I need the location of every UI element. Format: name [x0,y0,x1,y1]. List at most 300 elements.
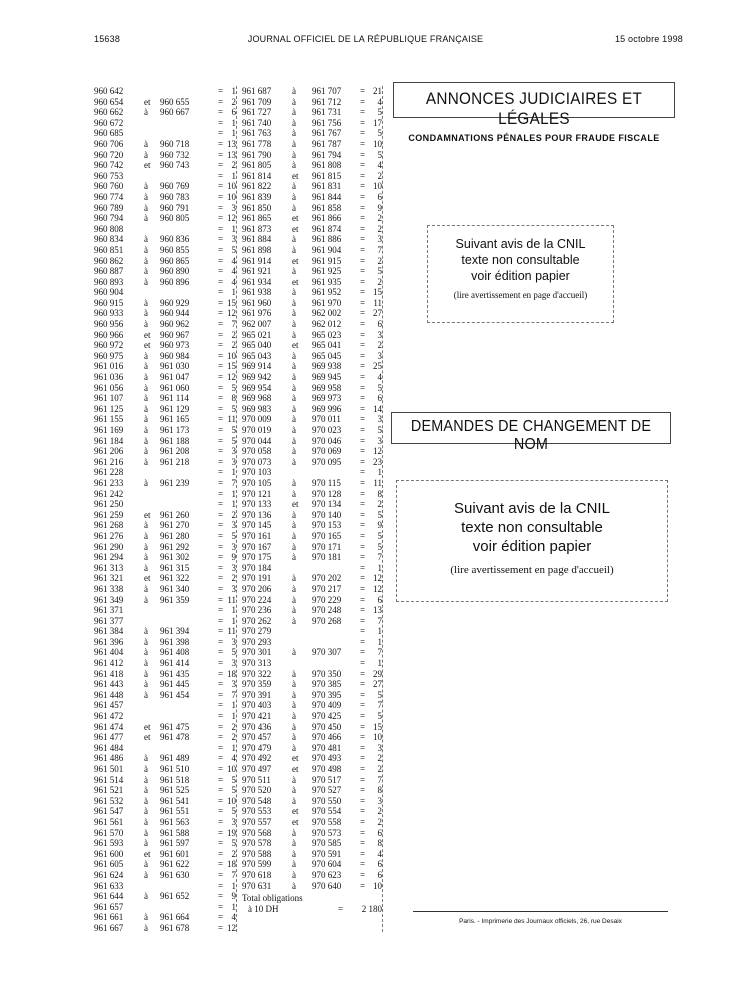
range-end: 961 952 [312,287,342,298]
range-conjunction: à [292,742,296,753]
range-row [242,563,382,574]
range-count: 7 [231,869,236,880]
range-end: 961 630 [160,869,190,880]
range-start: 961 687 [242,86,272,96]
equals-sign: = [218,912,224,923]
range-end: 960 855 [160,244,190,255]
range-start: 960 794 [94,213,124,224]
range-count: 8 [377,785,382,796]
range-row [94,308,236,319]
range-count: 4 [377,848,382,859]
equals-sign: = [360,467,366,478]
range-start: 960 685 [94,128,124,139]
range-count: 2 [231,509,236,520]
range-conjunction: à [292,191,296,202]
range-count: 2 [377,816,382,827]
total-label: Total obligations [242,893,303,904]
range-count: 7 [231,689,236,700]
equals-sign: = [218,170,224,181]
range-conjunction: et [292,255,299,266]
range-count: 5 [231,785,236,796]
range-row [94,690,236,701]
equals-sign: = [360,117,366,128]
range-count: 7 [377,615,382,626]
range-end: 960 984 [160,350,190,361]
range-conjunction: à [144,891,148,902]
equals-sign: = [360,573,366,584]
range-row [94,319,236,330]
range-start: 970 009 [242,414,272,425]
range-count: 1 [377,636,382,647]
range-start: 961 873 [242,223,272,234]
range-row [94,234,236,245]
total-obligations [242,893,382,915]
range-conjunction: à [292,594,296,605]
range-count: 3 [231,658,236,669]
range-start: 961 290 [94,541,124,552]
range-row [242,213,382,224]
range-conjunction: à [292,372,296,383]
range-end: 961 280 [160,530,190,541]
range-count: 5 [377,149,382,160]
range-end: 960 896 [160,276,190,287]
range-conjunction: et [144,160,151,171]
range-row [94,658,236,669]
equals-sign: = [360,149,366,160]
range-count: 3 [231,636,236,647]
range-start: 970 103 [242,467,272,478]
range-count: 25 [373,361,382,372]
range-end: 960 929 [160,297,190,308]
range-start: 961 839 [242,191,272,202]
range-row [94,923,236,934]
range-conjunction: à [144,562,148,573]
range-conjunction: et [292,340,299,351]
range-conjunction: à [292,573,296,584]
range-conjunction: à [144,372,148,383]
equals-sign: = [360,869,366,880]
range-end: 970 554 [312,806,342,817]
range-conjunction: à [292,520,296,531]
range-row [94,256,236,267]
range-start: 970 105 [242,477,272,488]
equals-sign: = [218,297,224,308]
range-count: 10 [227,764,236,774]
range-conjunction: à [292,859,296,870]
range-count: 3 [377,329,382,340]
equals-sign: = [360,223,366,234]
range-end: 970 550 [312,795,342,806]
equals-sign: = [218,181,224,192]
range-start: 961 884 [242,234,272,245]
equals-sign: = [218,244,224,255]
range-count: 5 [231,244,236,255]
range-row [242,107,382,118]
range-end: 961 767 [312,128,342,139]
range-conjunction: à [292,795,296,806]
range-count: 2 [377,223,382,234]
range-count: 9 [231,891,236,902]
equals-sign: = [218,117,224,128]
range-conjunction: à [292,297,296,308]
range-row [94,499,236,510]
range-row [242,552,382,563]
range-start: 970 631 [242,880,272,891]
range-conjunction: à [144,668,148,679]
range-start: 960 706 [94,138,124,149]
range-conjunction: à [292,350,296,361]
range-count: 12 [227,922,236,933]
range-end: 961 398 [160,636,190,647]
equals-sign: = [360,700,366,711]
equals-sign: = [360,552,366,563]
range-conjunction: à [292,711,296,722]
equals-sign: = [360,425,366,435]
equals-sign: = [218,128,224,139]
range-row [94,457,236,468]
range-count: 4 [231,753,236,764]
page-header [0,0,731,60]
range-end: 961 652 [160,891,190,902]
range-end: 969 945 [312,372,342,383]
range-end: 961 712 [312,96,342,107]
range-end: 961 173 [160,425,190,435]
range-count: 2 [231,340,236,351]
range-start: 961 914 [242,255,272,266]
range-start: 961 898 [242,244,272,255]
range-count: 1 [231,117,236,128]
range-conjunction: à [292,435,296,446]
range-end: 970 095 [312,456,342,467]
range-conjunction: à [144,679,148,690]
range-row [242,97,382,108]
range-end: 961 678 [160,922,190,933]
equals-sign: = [360,329,366,340]
range-row [94,912,236,923]
range-conjunction: à [292,509,296,520]
range-conjunction: à [292,689,296,700]
range-count: 3 [231,562,236,573]
range-start: 970 161 [242,530,272,541]
equals-sign: = [218,202,224,213]
equals-sign: = [360,605,366,616]
range-end: 970 585 [312,838,342,849]
range-count: 14 [373,403,382,414]
equals-sign: = [360,266,366,277]
range-count: 2 [377,753,382,764]
range-count: 7 [377,647,382,658]
range-count: 4 [377,372,382,383]
range-end: 961 756 [312,117,342,128]
range-end: 960 836 [160,234,190,245]
range-count: 6 [377,319,382,330]
range-count: 8 [377,838,382,849]
range-row [242,298,382,309]
equals-sign: = [218,562,224,573]
range-conjunction: à [144,541,148,552]
equals-sign: = [360,446,366,457]
annonces-title: ANNONCES JUDICIAIRES ET LÉGALES [425,89,643,128]
equals-sign: = [218,679,224,690]
range-start: 960 933 [94,308,124,319]
range-count: 4 [231,266,236,277]
range-start: 970 293 [242,636,272,647]
range-conjunction: et [292,753,299,764]
range-conjunction: à [144,774,148,785]
range-start: 961 633 [94,880,124,891]
range-start: 961 443 [94,679,124,690]
range-end: 961 322 [160,573,190,584]
range-start: 961 338 [94,583,124,594]
printer-imprint: Paris. - Imprimerie des Journaux officiels, 26, rue Desaix [459,918,622,925]
footer-rule [413,911,668,912]
range-count: 11 [373,297,382,308]
range-conjunction: à [144,785,148,796]
range-count: 1 [231,499,236,510]
range-end: 961 489 [160,753,190,764]
range-row [242,393,382,404]
range-row [94,245,236,256]
range-count: 5 [231,403,236,414]
range-start: 961 412 [94,658,124,669]
range-conjunction: à [292,128,296,139]
equals-sign: = [360,785,366,796]
journal-title: JOURNAL OFFICIEL DE LA RÉPUBLIQUE FRANÇAISE [247,34,484,44]
range-end: 970 498 [312,764,342,774]
range-row [94,383,236,394]
range-start: 960 834 [94,234,124,245]
range-conjunction: et [144,509,151,520]
equals-sign: = [218,573,224,584]
range-conjunction: à [292,96,296,107]
range-row [242,796,382,807]
range-end: 970 115 [312,477,341,488]
range-row [94,192,236,203]
range-conjunction: à [292,583,296,594]
range-start: 960 808 [94,223,124,234]
range-row [94,414,236,425]
equals-sign: = [218,520,224,531]
range-row [242,192,382,203]
range-start: 960 893 [94,276,124,287]
range-row [94,669,236,680]
range-end: 961 597 [160,838,190,849]
range-start: 961 661 [94,912,124,923]
range-start: 970 421 [242,711,272,722]
range-conjunction: à [144,361,148,372]
range-conjunction: à [144,859,148,870]
range-start: 970 391 [242,689,272,700]
range-count: 3 [231,202,236,213]
equals-sign: = [360,668,366,679]
cnil-notice-2-line3: voir édition papier [472,538,592,555]
range-conjunction: et [144,340,151,351]
range-start: 969 914 [242,361,272,372]
range-end: 960 718 [160,138,190,149]
range-count: 5 [231,435,236,446]
range-end: 961 188 [160,435,190,446]
range-count: 23 [373,456,382,467]
total-value: 2 180 [361,904,382,915]
equals-sign: = [360,202,366,213]
range-start: 960 956 [94,319,124,330]
range-conjunction: à [144,425,148,435]
range-count: 1 [377,658,382,669]
equals-sign: = [218,530,224,541]
equals-sign: = [360,520,366,531]
range-end: 970 229 [312,594,342,605]
range-start: 969 968 [242,393,272,404]
range-row [94,732,236,743]
range-start: 970 557 [242,816,272,827]
range-row [242,224,382,235]
range-row [94,647,236,658]
range-start: 961 934 [242,276,272,287]
range-conjunction: à [292,446,296,457]
obligations-column-1 [94,86,237,932]
range-count: 2 [231,721,236,732]
range-conjunction: à [144,393,148,404]
equals-sign: = [360,530,366,541]
range-row [94,510,236,521]
range-count: 12 [227,213,236,224]
range-start: 970 301 [242,647,272,658]
range-conjunction: et [292,170,299,181]
equals-sign: = [218,552,224,563]
range-count: 11 [373,477,382,488]
range-conjunction: à [292,530,296,541]
range-start: 970 175 [242,552,272,563]
range-count: 1 [231,86,236,96]
range-row [94,446,236,457]
range-count: 3 [231,583,236,594]
equals-sign: = [360,403,366,414]
range-end: 960 783 [160,191,190,202]
equals-sign: = [218,626,224,637]
range-conjunction: et [144,848,151,859]
range-row [242,520,382,531]
range-row [242,828,382,839]
range-start: 961 474 [94,721,124,732]
range-conjunction: à [292,361,296,372]
equals-sign: = [360,689,366,700]
range-row [94,171,236,182]
range-end: 961 787 [312,138,342,149]
range-end: 970 153 [312,520,342,531]
range-count: 6 [377,393,382,404]
range-start: 961 184 [94,435,124,446]
range-end: 970 604 [312,859,342,870]
range-row [242,785,382,796]
equals-sign: = [218,319,224,330]
equals-sign: = [218,149,224,160]
range-end: 961 414 [160,658,190,669]
range-row [94,489,236,500]
issue-date: 15 octobre 1998 [614,34,683,44]
range-end: 961 915 [312,255,342,266]
range-end: 960 667 [160,107,190,118]
range-start: 961 763 [242,128,272,139]
range-end: 961 270 [160,520,190,531]
range-end: 970 171 [312,541,342,552]
range-row [94,764,236,775]
range-start: 961 976 [242,308,272,319]
range-row [242,499,382,510]
range-conjunction: à [144,213,148,224]
range-conjunction: à [292,785,296,796]
equals-sign: = [218,647,224,658]
equals-sign: = [218,541,224,552]
range-row [94,181,236,192]
range-count: 4 [231,255,236,266]
equals-sign: = [360,732,366,743]
equals-sign: = [218,287,224,298]
range-row [94,361,236,372]
range-row [94,902,236,913]
equals-sign: = [218,488,224,499]
range-end: 960 655 [160,96,190,107]
range-start: 970 206 [242,583,272,594]
range-end: 970 011 [312,414,341,425]
range-row [242,700,382,711]
range-row [242,775,382,786]
range-end: 961 478 [160,732,190,743]
range-row [242,446,382,457]
range-start: 961 532 [94,795,124,806]
range-end: 970 558 [312,816,342,827]
range-end: 961 340 [160,583,190,594]
range-end: 961 815 [312,170,342,181]
range-start: 970 019 [242,425,272,435]
range-end: 961 030 [160,361,190,372]
range-start: 961 865 [242,213,272,224]
range-start: 960 742 [94,160,124,171]
cnil-notice-1-line1: Suivant avis de la CNIL [455,237,586,251]
range-end: 961 510 [160,764,190,774]
range-row [242,531,382,542]
range-row [242,340,382,351]
range-end: 960 805 [160,213,190,224]
cnil-notice-1-line2: texte non consultable [461,253,580,267]
range-row [94,817,236,828]
equals-sign: = [218,393,224,404]
range-row [242,870,382,881]
equals-sign: = [218,711,224,722]
range-row [242,203,382,214]
range-count: 7 [231,477,236,488]
range-count: 3 [377,742,382,753]
range-row [94,711,236,722]
range-conjunction: à [144,689,148,700]
range-row [94,107,236,118]
range-row [242,372,382,383]
range-start: 960 966 [94,329,124,340]
range-start: 961 457 [94,700,124,711]
range-count: 1 [377,626,382,637]
range-conjunction: à [144,658,148,669]
range-row [94,97,236,108]
range-conjunction: à [144,297,148,308]
range-start: 965 021 [242,329,272,340]
equals-sign: = [338,904,344,915]
range-start: 970 618 [242,869,272,880]
range-start: 960 975 [94,350,124,361]
range-row [242,404,382,415]
range-conjunction: à [144,350,148,361]
range-count: 3 [231,446,236,457]
range-count: 12 [227,308,236,319]
range-conjunction: et [144,329,151,340]
